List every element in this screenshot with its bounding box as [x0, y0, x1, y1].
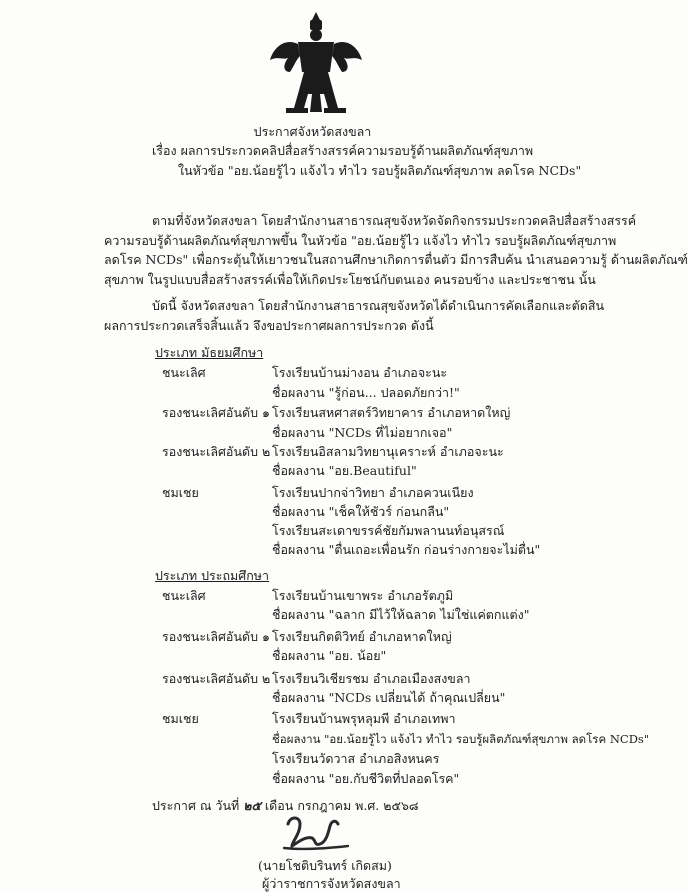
award-label: รองชนะเลิศอันดับ ๑	[162, 629, 270, 644]
section-heading-secondary: ประเภท มัธยมศึกษา	[155, 345, 264, 360]
award-work: ชื่อผลงาน "อย.กับชีวิตที่ปลอดโรค"	[272, 771, 460, 786]
award-work: ชื่อผลงาน "เช็คให้ชัวร์ ก่อนกลืน"	[272, 504, 450, 519]
award-label: ชนะเลิศ	[162, 588, 206, 603]
paragraph-1-line: ความรอบรู้ด้านผลิตภัณฑ์สุขภาพขึ้น ในหัวข้อ "อย.น้อยรู้ไว แจ้งไว ทำไว รอบรู้ผลิตภัณฑ์สุขภาพ	[104, 233, 617, 248]
award-label: รองชนะเลิศอันดับ ๑	[162, 405, 270, 420]
section-heading-primary: ประเภท ประถมศึกษา	[155, 568, 270, 583]
award-school: โรงเรียนวิเชียรชม อำเภอเมืองสงขลา	[272, 671, 471, 686]
award-work: ชื่อผลงาน "อย.น้อยรู้ไว แจ้งไว ทำไว รอบรู้ผลิตภัณฑ์สุขภาพ ลดโรค NCDs"	[272, 732, 650, 746]
award-work: ชื่อผลงาน "อย. น้อย"	[272, 648, 387, 663]
garuda-emblem	[268, 8, 364, 118]
award-school: โรงเรียนบ้านพรุหลุมพี อำเภอเทพา	[272, 711, 456, 726]
award-work: ชื่อผลงาน "รู้ก่อน... ปลอดภัยกว่า!"	[272, 385, 460, 400]
paragraph-2-line: บัดนี้ จังหวัดสงขลา โดยสำนักงานสาธารณสุขจังหวัดได้ดำเนินการคัดเลือกและตัดสิน	[152, 298, 605, 313]
award-school: โรงเรียนอิสลามวิทยานุเคราะห์ อำเภอจะนะ	[272, 444, 504, 459]
handwritten-signature	[282, 812, 352, 852]
signatory-position: ผู้ว่าราชการจังหวัดสงขลา	[262, 876, 401, 891]
signatory-name: (นายโชติบรินทร์ เกิดสม)	[258, 858, 392, 873]
award-school: โรงเรียนปากจ่าวิทยา อำเภอควนเนียง	[272, 485, 474, 500]
award-school: โรงเรียนกิตติวิทย์ อำเภอหาดใหญ่	[272, 629, 452, 644]
announce-day: ๒๕	[243, 798, 261, 813]
award-label: ชมเชย	[162, 485, 199, 500]
award-label: รองชนะเลิศอันดับ ๒	[162, 671, 271, 686]
subject-line: เรื่อง ผลการประกวดคลิปสื่อสร้างสรรค์ความรอบรู้ด้านผลิตภัณฑ์สุขภาพ	[152, 143, 534, 158]
award-school: โรงเรียนวัดวาส อำเภอสิงหนคร	[272, 751, 440, 766]
paragraph-2-line: ผลการประกวดเสร็จสิ้นแล้ว จึงขอประกาศผลการประกวด ดังนี้	[104, 318, 434, 333]
award-school: โรงเรียนบ้านเขาพระ อำเภอรัตภูมิ	[272, 588, 454, 603]
paragraph-1-line: สุขภาพ ในรูปแบบสื่อสร้างสรรค์เพื่อให้เกิดประโยชน์กับตนเอง คนรอบข้าง และประชาชน นั้น	[104, 272, 596, 287]
award-school: โรงเรียนสะเดาขรรค์ชัยกัมพลานนท์อนุสรณ์	[272, 523, 505, 538]
announce-prefix: ประกาศ ณ วันที่	[152, 798, 240, 813]
award-work: ชื่อผลงาน "NCDs เปลี่ยนได้ ถ้าคุณเปลี่ยน"	[272, 690, 506, 705]
award-label: รองชนะเลิศอันดับ ๒	[162, 444, 271, 459]
award-work: ชื่อผลงาน "NCDs ที่ไม่อยากเจอ"	[272, 425, 453, 440]
award-work: ชื่อผลงาน "ฉลาก มีไว้ให้ฉลาด ไม่ใช่แค่ตกแต่ง"	[272, 607, 530, 622]
award-school: โรงเรียนบ้านม่างอน อำเภอจะนะ	[272, 365, 448, 380]
paragraph-1-line: ตามที่จังหวัดสงขลา โดยสำนักงานสาธารณสุขจังหวัดจัดกิจกรรมประกวดคลิปสื่อสร้างสรรค์	[152, 213, 637, 228]
topic-line: ในหัวข้อ "อย.น้อยรู้ไว แจ้งไว ทำไว รอบรู้ผลิตภัณฑ์สุขภาพ ลดโรค NCDs"	[178, 163, 582, 178]
award-work: ชื่อผลงาน "ตื่นเถอะเพื่อนรัก ก่อนร่างกายจะไม่ตื่น"	[272, 542, 541, 557]
announce-rest: เดือน กรกฎาคม พ.ศ. ๒๕๖๘	[264, 798, 419, 813]
award-work: ชื่อผลงาน "อย.Beautiful"	[272, 463, 417, 478]
proclamation-title: ประกาศจังหวัดสงขลา	[253, 124, 372, 139]
award-label: ชนะเลิศ	[162, 365, 206, 380]
award-label: ชมเชย	[162, 711, 199, 726]
award-school: โรงเรียนสหศาสตร์วิทยาคาร อำเภอหาดใหญ่	[272, 405, 511, 420]
paragraph-1-line: ลดโรค NCDs" เพื่อกระตุ้นให้เยาวชนในสถานศึกษาเกิดการตื่นตัว มีการสืบค้น นำเสนอความรู้ ด้านผลิตภัณฑ์	[104, 252, 688, 267]
